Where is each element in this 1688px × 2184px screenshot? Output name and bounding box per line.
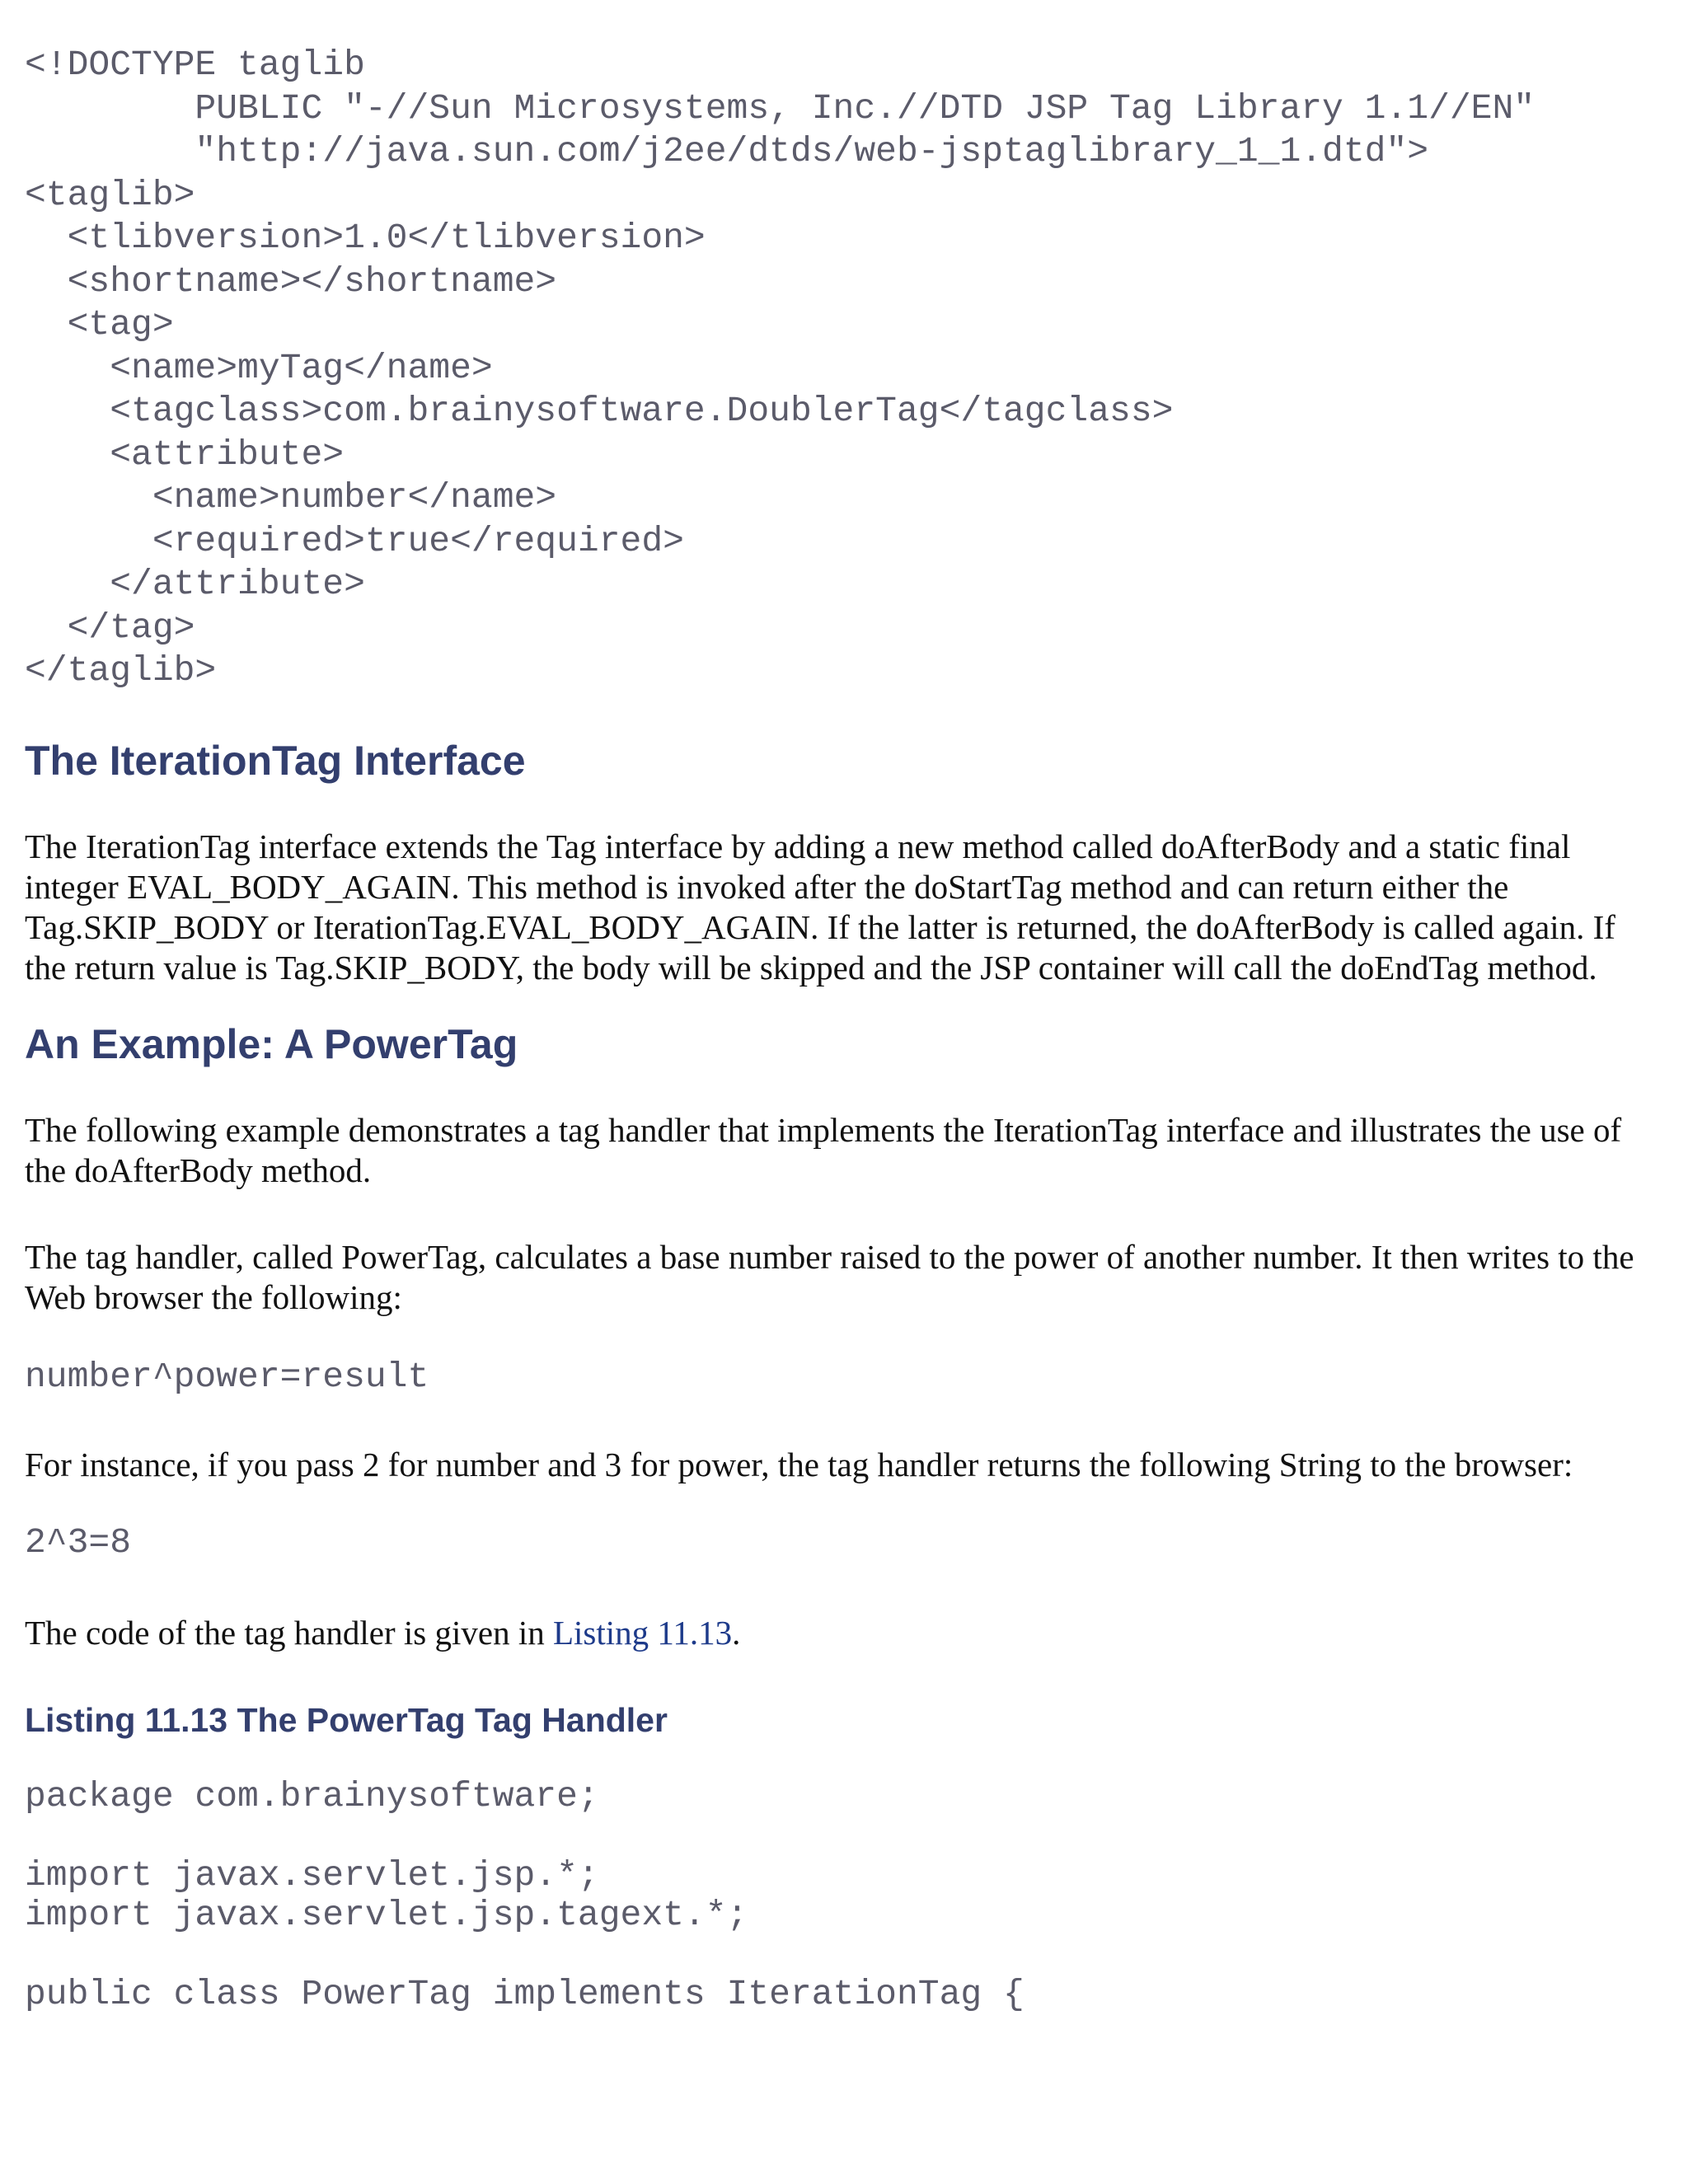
code-line: public class PowerTag implements IterationTag { (25, 1973, 1025, 2014)
section-heading-iterationtag: The IterationTag Interface (25, 737, 526, 784)
listing-reference-paragraph (25, 1613, 1665, 1653)
listing-reference-period: . (732, 1613, 741, 1652)
listing-title: Listing 11.13 The PowerTag Tag Handler (25, 1700, 668, 1739)
code-line: <taglib> (25, 174, 195, 215)
code-line: </attribute> (25, 564, 365, 604)
code-line: <shortname></shortname> (25, 260, 557, 302)
code-line: <!DOCTYPE taglib (25, 45, 365, 85)
code-line (25, 1816, 1665, 1856)
section-heading-powertag-example: An Example: A PowerTag (25, 1020, 518, 1067)
code-line: <attribute> (25, 434, 345, 475)
code-line: <name>myTag</name> (25, 347, 493, 388)
code-line: PUBLIC "-//Sun Microsystems, Inc.//DTD JSP Tag Library 1.1//EN" (25, 87, 1536, 129)
document-page (25, 45, 1665, 2014)
example-intro-paragraph: The following example demonstrates a tag handler that implements the IterationTag interface and illustrates the use of the doAfterBody method. (25, 1110, 1622, 1189)
example-values-paragraph: For instance, if you pass 2 for number and 3 for power, the tag handler returns the following String to the browser: (25, 1446, 1573, 1483)
code-line: import javax.servlet.jsp.*; (25, 1854, 599, 1896)
powertag-code-block (25, 1777, 1665, 2014)
iterationtag-paragraph: The IterationTag interface extends the Tag interface by adding a new method called doAfterBody and a static final integer EVAL_BODY_AGAIN. This method is invoked after the doStartTag method and can return either the Tag.SKIP_BODY or IterationTag.EVAL_BODY_AGAIN. If the latter is returned, the doAfterBody is called again. If the return value is Tag.SKIP_BODY, the body will be skipped and the JSP container will call the doEndTag method. (25, 827, 1615, 987)
code-line: <name>number</name> (25, 477, 557, 518)
code-line: <tag> (25, 304, 174, 344)
listing-11-13-link[interactable]: Listing 11.13 (553, 1613, 733, 1652)
code-line: <tlibversion>1.0</tlibversion> (25, 218, 706, 258)
tld-code-block (25, 44, 1665, 693)
code-line (25, 1935, 1665, 1975)
code-line: <tagclass>com.brainysoftware.DoublerTag</tagclass> (25, 391, 1174, 431)
example-output-code: 2^3=8 (25, 1522, 132, 1563)
listing-reference-text: The code of the tag handler is given in (25, 1613, 553, 1652)
output-format-code: number^power=result (25, 1356, 429, 1397)
code-line: "http://java.sun.com/j2ee/dtds/web-jsptaglibrary_1_1.dtd"> (25, 131, 1429, 171)
tag-handler-description-paragraph: The tag handler, called PowerTag, calculates a base number raised to the power of another number. It then writes to the Web browser the following: (25, 1237, 1634, 1316)
code-line: </taglib> (25, 650, 217, 691)
code-line: package com.brainysoftware; (25, 1775, 599, 1816)
code-line: import javax.servlet.jsp.tagext.*; (25, 1894, 748, 1935)
code-line: <required>true</required> (25, 520, 684, 561)
code-line: </tag> (25, 607, 195, 648)
